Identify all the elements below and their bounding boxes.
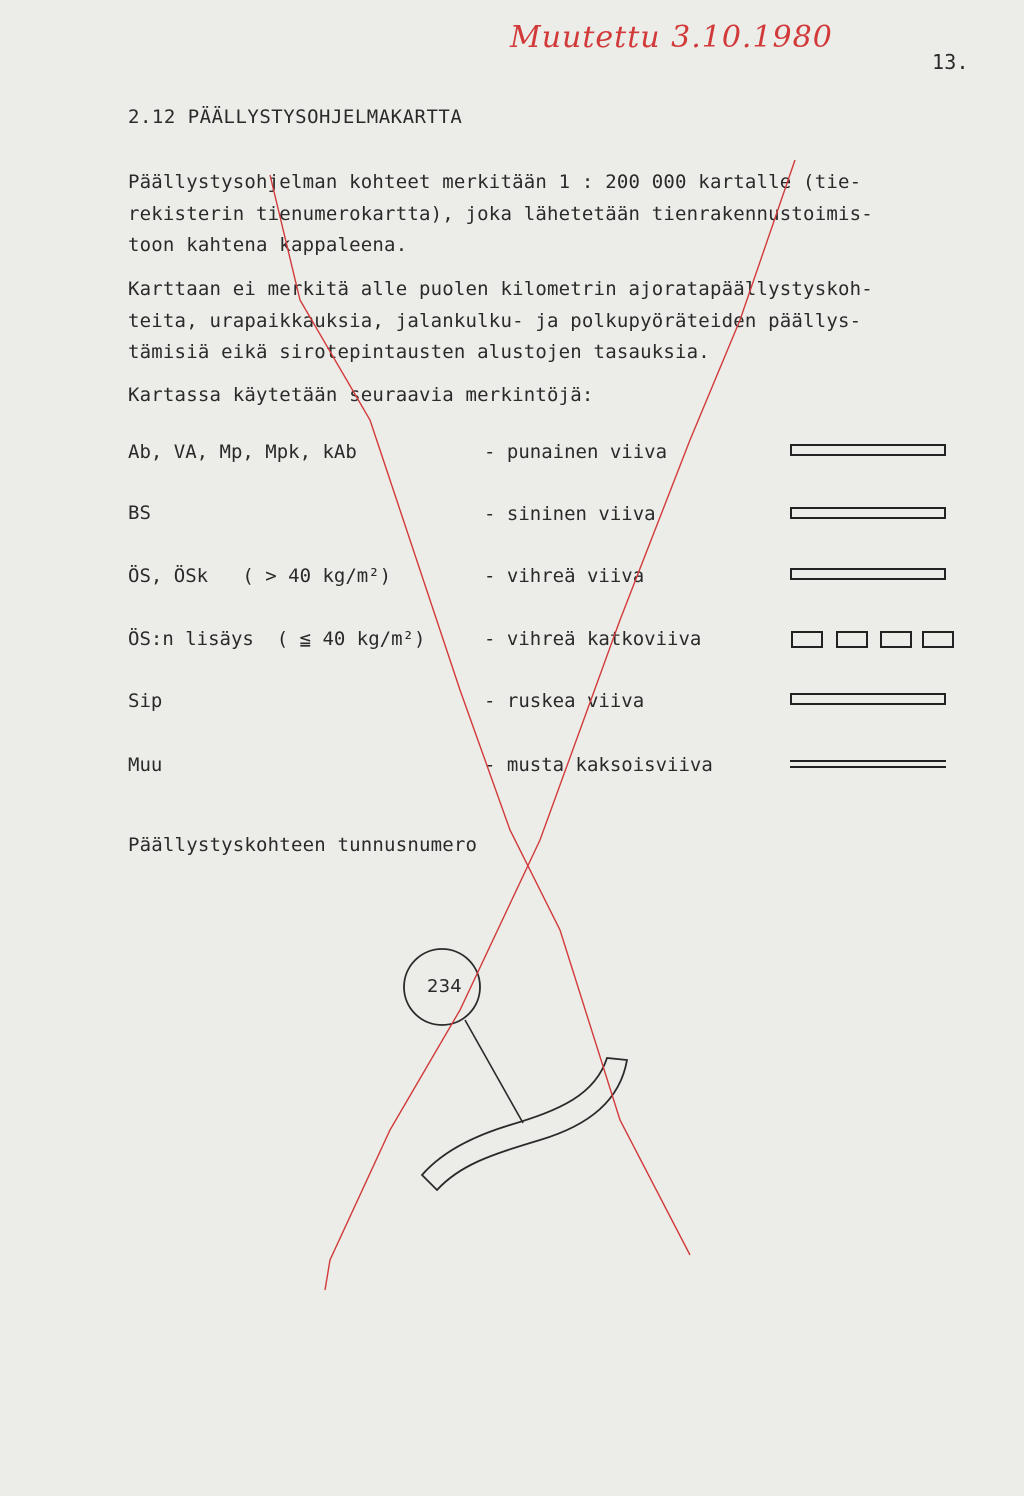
- paragraph-line: tämisiä eikä sirotepintausten alustojen tasauksia.: [128, 341, 710, 363]
- paragraph-line: Karttaan ei merkitä alle puolen kilometrin ajoratapäällystyskoh-: [128, 278, 873, 300]
- page-number: 13.: [932, 50, 969, 74]
- legend-description: - punainen viiva: [484, 441, 668, 463]
- paragraph-line: Kartassa käytetään seuraavia merkintöjä:: [128, 384, 594, 406]
- paragraph-line: rekisterin tienumerokartta), joka lähetetään tienrakennustoimis-: [128, 203, 873, 225]
- identifier-label: Päällystyskohteen tunnusnumero: [128, 834, 478, 856]
- legend-code: Muu: [128, 754, 163, 776]
- legend-code: ÖS, ÖSk ( > 40 kg/m²): [128, 565, 392, 587]
- legend-description: - ruskea viiva: [484, 690, 645, 712]
- cross-stroke-left: [270, 175, 690, 1255]
- legend-code: Sip: [128, 690, 163, 712]
- paragraph-line: toon kahtena kappaleena.: [128, 234, 408, 256]
- legend-code: Ab, VA, Mp, Mpk, kAb: [128, 441, 357, 463]
- paragraph-line: Päällystysohjelman kohteet merkitään 1 : 200 000 kartalle (tie-: [128, 171, 862, 193]
- legend-description: - vihreä viiva: [484, 565, 645, 587]
- handwritten-annotation: Muutettu 3.10.1980: [510, 20, 833, 55]
- legend-code: BS: [128, 502, 151, 524]
- legend-description: - sininen viiva: [484, 503, 656, 525]
- legend-code: ÖS:n lisäys ( ≦ 40 kg/m²): [128, 628, 426, 650]
- legend-description: - musta kaksoisviiva: [484, 754, 713, 776]
- identifier-number: 234: [427, 976, 462, 997]
- legend-description: - vihreä katkoviiva: [484, 628, 702, 650]
- section-title: 2.12 PÄÄLLYSTYSOHJELMAKARTTA: [128, 106, 463, 128]
- paragraph-line: teita, urapaikkauksia, jalankulku- ja polkupyöräteiden päällys-: [128, 310, 862, 332]
- cross-stroke-right: [325, 160, 795, 1290]
